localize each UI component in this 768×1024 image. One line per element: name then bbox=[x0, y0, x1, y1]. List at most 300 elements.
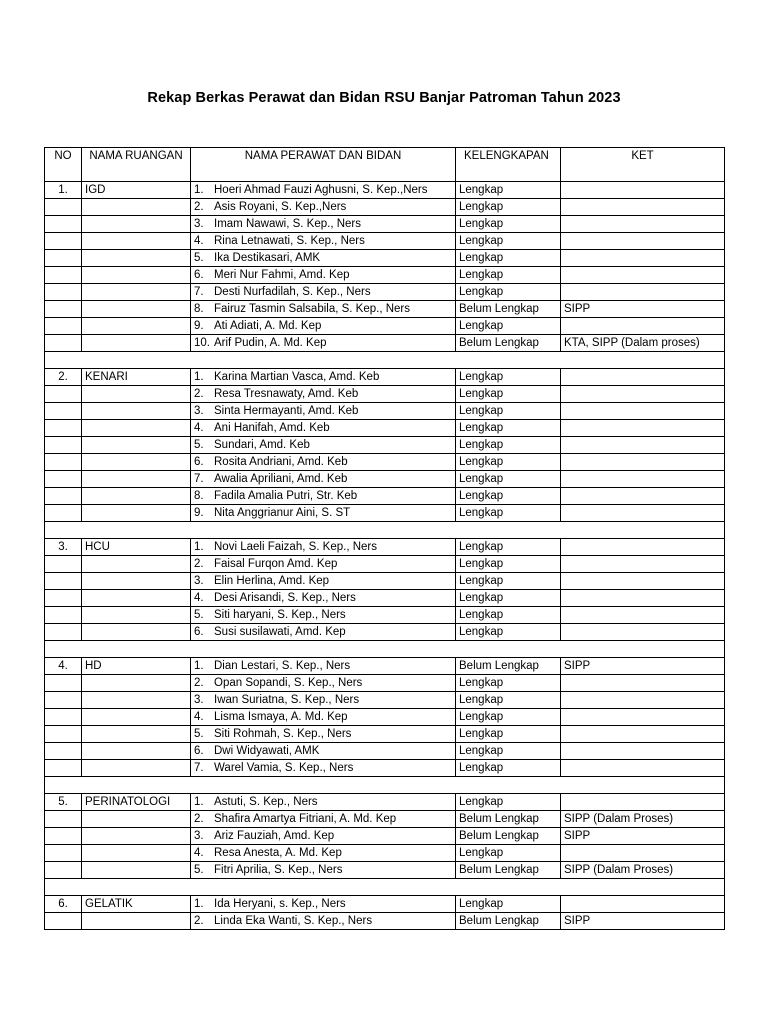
cell-kelengkapan: Lengkap bbox=[456, 216, 561, 233]
staff-name: Elin Herlina, Amd. Kep bbox=[214, 575, 330, 587]
cell-ruangan bbox=[82, 845, 191, 862]
cell-no bbox=[45, 709, 82, 726]
cell-ket bbox=[561, 896, 725, 913]
cell-no: 5. bbox=[45, 794, 82, 811]
cell-ket: SIPP bbox=[561, 658, 725, 675]
cell-no bbox=[45, 233, 82, 250]
cell-no bbox=[45, 454, 82, 471]
staff-name: Siti haryani, S. Kep., Ners bbox=[214, 609, 346, 621]
cell-no bbox=[45, 505, 82, 522]
staff-name: Fairuz Tasmin Salsabila, S. Kep., Ners bbox=[214, 303, 411, 315]
staff-name: Fitri Aprilia, S. Kep., Ners bbox=[214, 864, 343, 876]
table-row bbox=[45, 573, 725, 590]
cell-no bbox=[45, 624, 82, 641]
table-row bbox=[45, 267, 725, 284]
cell-no bbox=[45, 284, 82, 301]
cell-ruangan: HD bbox=[82, 658, 191, 675]
cell-kelengkapan: Lengkap bbox=[456, 403, 561, 420]
cell-no bbox=[45, 590, 82, 607]
staff-name: Arif Pudin, A. Md. Kep bbox=[214, 337, 327, 349]
cell-ruangan bbox=[82, 675, 191, 692]
staff-name: Sundari, Amd. Keb bbox=[214, 439, 310, 451]
cell-kelengkapan: Lengkap bbox=[456, 794, 561, 811]
cell-ruangan bbox=[82, 216, 191, 233]
cell-ruangan: IGD bbox=[82, 182, 191, 199]
staff-name: Ati Adiati, A. Md. Kep bbox=[214, 320, 322, 332]
cell-no bbox=[45, 845, 82, 862]
cell-ruangan bbox=[82, 233, 191, 250]
cell-no bbox=[45, 760, 82, 777]
cell-kelengkapan: Lengkap bbox=[456, 556, 561, 573]
cell-kelengkapan: Lengkap bbox=[456, 369, 561, 386]
table-row bbox=[45, 199, 725, 216]
cell-nama bbox=[191, 335, 456, 352]
cell-ket bbox=[561, 471, 725, 488]
staff-name: Desi Arisandi, S. Kep., Ners bbox=[214, 592, 356, 604]
cell-nama bbox=[191, 658, 456, 675]
cell-kelengkapan: Lengkap bbox=[456, 692, 561, 709]
item-number: 2. bbox=[194, 813, 204, 825]
cell-ket bbox=[561, 216, 725, 233]
table-row bbox=[45, 454, 725, 471]
cell-no bbox=[45, 811, 82, 828]
cell-nama bbox=[191, 539, 456, 556]
staff-name: Hoeri Ahmad Fauzi Aghusni, S. Kep.,Ners bbox=[214, 184, 428, 196]
cell-no bbox=[45, 862, 82, 879]
item-number: 2. bbox=[194, 201, 204, 213]
item-number: 2. bbox=[194, 677, 204, 689]
cell-no bbox=[45, 301, 82, 318]
cell-ruangan: PERINATOLOGI bbox=[82, 794, 191, 811]
staff-name: Ariz Fauziah, Amd. Kep bbox=[214, 830, 335, 842]
staff-name: Resa Anesta, A. Md. Kep bbox=[214, 847, 342, 859]
cell-no bbox=[45, 828, 82, 845]
cell-ket bbox=[561, 267, 725, 284]
staff-name: Imam Nawawi, S. Kep., Ners bbox=[214, 218, 361, 230]
cell-nama bbox=[191, 284, 456, 301]
item-number: 3. bbox=[194, 218, 204, 230]
table-row bbox=[45, 284, 725, 301]
table-row bbox=[45, 862, 725, 879]
cell-no bbox=[45, 267, 82, 284]
cell-ruangan bbox=[82, 624, 191, 641]
staff-name: Shafira Amartya Fitriani, A. Md. Kep bbox=[214, 813, 397, 825]
cell-no bbox=[45, 556, 82, 573]
cell-nama bbox=[191, 199, 456, 216]
cell-ket: SIPP (Dalam Proses) bbox=[561, 811, 725, 828]
spacer-cell bbox=[45, 522, 725, 539]
cell-kelengkapan: Lengkap bbox=[456, 590, 561, 607]
staff-name: Karina Martian Vasca, Amd. Keb bbox=[214, 371, 380, 383]
cell-ket: SIPP bbox=[561, 828, 725, 845]
cell-ruangan bbox=[82, 760, 191, 777]
staff-name: Nita Anggrianur Aini, S. ST bbox=[214, 507, 351, 519]
cell-no bbox=[45, 250, 82, 267]
item-number: 6. bbox=[194, 269, 204, 281]
cell-ruangan bbox=[82, 199, 191, 216]
cell-no: 6. bbox=[45, 896, 82, 913]
cell-ket: KTA, SIPP (Dalam proses) bbox=[561, 335, 725, 352]
cell-nama bbox=[191, 573, 456, 590]
staff-name: Iwan Suriatna, S. Kep., Ners bbox=[214, 694, 360, 706]
cell-no bbox=[45, 675, 82, 692]
cell-ket bbox=[561, 403, 725, 420]
cell-ruangan bbox=[82, 709, 191, 726]
cell-nama bbox=[191, 811, 456, 828]
item-number: 5. bbox=[194, 252, 204, 264]
item-number: 2. bbox=[194, 915, 204, 927]
item-number: 8. bbox=[194, 303, 204, 315]
table-row bbox=[45, 726, 725, 743]
cell-nama bbox=[191, 896, 456, 913]
item-number: 1. bbox=[194, 371, 204, 383]
cell-ket bbox=[561, 437, 725, 454]
staff-name: Susi susilawati, Amd. Kep bbox=[214, 626, 346, 638]
spacer-cell bbox=[45, 879, 725, 896]
cell-kelengkapan: Belum Lengkap bbox=[456, 913, 561, 930]
cell-no bbox=[45, 573, 82, 590]
item-number: 5. bbox=[194, 864, 204, 876]
cell-ruangan bbox=[82, 284, 191, 301]
cell-no bbox=[45, 692, 82, 709]
staff-name: Dwi Widyawati, AMK bbox=[214, 745, 320, 757]
cell-ket bbox=[561, 233, 725, 250]
cell-ruangan bbox=[82, 913, 191, 930]
cell-kelengkapan: Lengkap bbox=[456, 182, 561, 199]
cell-no bbox=[45, 199, 82, 216]
cell-nama bbox=[191, 471, 456, 488]
cell-ket bbox=[561, 318, 725, 335]
cell-nama bbox=[191, 488, 456, 505]
item-number: 2. bbox=[194, 558, 204, 570]
cell-ket bbox=[561, 454, 725, 471]
cell-ruangan bbox=[82, 743, 191, 760]
item-number: 1. bbox=[194, 184, 204, 196]
table-row bbox=[45, 471, 725, 488]
cell-kelengkapan: Lengkap bbox=[456, 488, 561, 505]
cell-kelengkapan: Lengkap bbox=[456, 386, 561, 403]
cell-ket bbox=[561, 539, 725, 556]
staff-name: Meri Nur Fahmi, Amd. Kep bbox=[214, 269, 350, 281]
staff-name: Fadila Amalia Putri, Str. Keb bbox=[214, 490, 358, 502]
staff-name: Asis Royani, S. Kep.,Ners bbox=[214, 201, 347, 213]
cell-ket bbox=[561, 760, 725, 777]
cell-kelengkapan: Belum Lengkap bbox=[456, 811, 561, 828]
cell-nama bbox=[191, 726, 456, 743]
cell-ruangan bbox=[82, 590, 191, 607]
cell-kelengkapan: Lengkap bbox=[456, 318, 561, 335]
table-row bbox=[45, 760, 725, 777]
item-number: 4. bbox=[194, 422, 204, 434]
cell-nama bbox=[191, 250, 456, 267]
cell-nama bbox=[191, 862, 456, 879]
cell-kelengkapan: Lengkap bbox=[456, 437, 561, 454]
cell-kelengkapan: Lengkap bbox=[456, 284, 561, 301]
table-row bbox=[45, 318, 725, 335]
cell-no bbox=[45, 743, 82, 760]
cell-ket bbox=[561, 726, 725, 743]
cell-nama bbox=[191, 233, 456, 250]
cell-ket bbox=[561, 505, 725, 522]
cell-ruangan: KENARI bbox=[82, 369, 191, 386]
table-row bbox=[45, 913, 725, 930]
table-row bbox=[45, 794, 725, 811]
cell-ket bbox=[561, 573, 725, 590]
cell-ket bbox=[561, 182, 725, 199]
cell-nama bbox=[191, 182, 456, 199]
table-row bbox=[45, 301, 725, 318]
staff-name: Faisal Furqon Amd. Kep bbox=[214, 558, 338, 570]
cell-no bbox=[45, 318, 82, 335]
cell-ruangan bbox=[82, 267, 191, 284]
cell-kelengkapan: Lengkap bbox=[456, 845, 561, 862]
cell-ket bbox=[561, 284, 725, 301]
table-row bbox=[45, 233, 725, 250]
cell-nama bbox=[191, 505, 456, 522]
item-number: 1. bbox=[194, 898, 204, 910]
cell-no bbox=[45, 386, 82, 403]
cell-kelengkapan: Lengkap bbox=[456, 709, 561, 726]
item-number: 8. bbox=[194, 490, 204, 502]
staff-name: Awalia Apriliani, Amd. Keb bbox=[214, 473, 348, 485]
table-row bbox=[45, 624, 725, 641]
cell-kelengkapan: Lengkap bbox=[456, 454, 561, 471]
cell-kelengkapan: Lengkap bbox=[456, 233, 561, 250]
table-row bbox=[45, 845, 725, 862]
cell-nama bbox=[191, 709, 456, 726]
table-header-row bbox=[45, 148, 725, 182]
table-row bbox=[45, 811, 725, 828]
staff-name: Ani Hanifah, Amd. Keb bbox=[214, 422, 330, 434]
staff-name: Opan Sopandi, S. Kep., Ners bbox=[214, 677, 363, 689]
item-number: 2. bbox=[194, 388, 204, 400]
spacer-row bbox=[45, 777, 725, 794]
item-number: 3. bbox=[194, 694, 204, 706]
cell-ket bbox=[561, 250, 725, 267]
header-ruangan: NAMA RUANGAN bbox=[82, 148, 191, 182]
item-number: 10. bbox=[194, 337, 210, 349]
cell-kelengkapan: Belum Lengkap bbox=[456, 335, 561, 352]
cell-ruangan bbox=[82, 403, 191, 420]
cell-ruangan bbox=[82, 437, 191, 454]
cell-ket bbox=[561, 386, 725, 403]
cell-ket: SIPP (Dalam Proses) bbox=[561, 862, 725, 879]
cell-no bbox=[45, 420, 82, 437]
table-row bbox=[45, 369, 725, 386]
item-number: 1. bbox=[194, 660, 204, 672]
item-number: 1. bbox=[194, 796, 204, 808]
cell-nama bbox=[191, 675, 456, 692]
cell-ruangan bbox=[82, 862, 191, 879]
item-number: 7. bbox=[194, 473, 204, 485]
spacer-row bbox=[45, 879, 725, 896]
cell-no: 4. bbox=[45, 658, 82, 675]
cell-ket bbox=[561, 624, 725, 641]
table-row bbox=[45, 386, 725, 403]
cell-kelengkapan: Lengkap bbox=[456, 250, 561, 267]
table-row bbox=[45, 675, 725, 692]
cell-ruangan bbox=[82, 471, 191, 488]
staff-name: Dian Lestari, S. Kep., Ners bbox=[214, 660, 351, 672]
cell-ruangan bbox=[82, 607, 191, 624]
cell-kelengkapan: Lengkap bbox=[456, 199, 561, 216]
cell-kelengkapan: Lengkap bbox=[456, 539, 561, 556]
cell-nama bbox=[191, 743, 456, 760]
cell-nama bbox=[191, 624, 456, 641]
header-nama: NAMA PERAWAT DAN BIDAN bbox=[191, 148, 456, 182]
cell-ruangan bbox=[82, 692, 191, 709]
table-row bbox=[45, 505, 725, 522]
staff-name: Sinta Hermayanti, Amd. Keb bbox=[214, 405, 359, 417]
staff-name: Rina Letnawati, S. Kep., Ners bbox=[214, 235, 365, 247]
cell-kelengkapan: Lengkap bbox=[456, 607, 561, 624]
cell-nama bbox=[191, 760, 456, 777]
item-number: 1. bbox=[194, 541, 204, 553]
staff-name: Siti Rohmah, S. Kep., Ners bbox=[214, 728, 352, 740]
cell-ket bbox=[561, 488, 725, 505]
cell-ruangan bbox=[82, 335, 191, 352]
cell-no: 2. bbox=[45, 369, 82, 386]
cell-ruangan bbox=[82, 556, 191, 573]
cell-ket: SIPP bbox=[561, 301, 725, 318]
spacer-row bbox=[45, 641, 725, 658]
cell-no bbox=[45, 726, 82, 743]
cell-kelengkapan: Lengkap bbox=[456, 267, 561, 284]
cell-kelengkapan: Belum Lengkap bbox=[456, 828, 561, 845]
cell-ruangan bbox=[82, 811, 191, 828]
cell-kelengkapan: Lengkap bbox=[456, 573, 561, 590]
staff-name: Ida Heryani, s. Kep., Ners bbox=[214, 898, 346, 910]
cell-ket bbox=[561, 845, 725, 862]
cell-ket bbox=[561, 420, 725, 437]
cell-nama bbox=[191, 828, 456, 845]
cell-nama bbox=[191, 318, 456, 335]
cell-ket bbox=[561, 199, 725, 216]
table-row bbox=[45, 335, 725, 352]
item-number: 4. bbox=[194, 847, 204, 859]
cell-no: 3. bbox=[45, 539, 82, 556]
cell-nama bbox=[191, 301, 456, 318]
cell-ket: SIPP bbox=[561, 913, 725, 930]
cell-nama bbox=[191, 403, 456, 420]
cell-ket bbox=[561, 607, 725, 624]
cell-nama bbox=[191, 607, 456, 624]
cell-kelengkapan: Lengkap bbox=[456, 624, 561, 641]
table-row bbox=[45, 250, 725, 267]
cell-kelengkapan: Belum Lengkap bbox=[456, 658, 561, 675]
cell-ruangan bbox=[82, 573, 191, 590]
cell-no bbox=[45, 403, 82, 420]
cell-ruangan bbox=[82, 386, 191, 403]
cell-kelengkapan: Lengkap bbox=[456, 505, 561, 522]
item-number: 3. bbox=[194, 575, 204, 587]
staff-name: Rosita Andriani, Amd. Keb bbox=[214, 456, 348, 468]
cell-ruangan bbox=[82, 488, 191, 505]
cell-nama bbox=[191, 420, 456, 437]
cell-nama bbox=[191, 692, 456, 709]
item-number: 4. bbox=[194, 592, 204, 604]
cell-ruangan: HCU bbox=[82, 539, 191, 556]
cell-kelengkapan: Lengkap bbox=[456, 471, 561, 488]
cell-no bbox=[45, 471, 82, 488]
cell-nama bbox=[191, 913, 456, 930]
item-number: 3. bbox=[194, 405, 204, 417]
table-row bbox=[45, 607, 725, 624]
table-row bbox=[45, 590, 725, 607]
cell-ruangan bbox=[82, 828, 191, 845]
item-number: 4. bbox=[194, 235, 204, 247]
header-no: NO bbox=[45, 148, 82, 182]
spacer-row bbox=[45, 352, 725, 369]
cell-ruangan bbox=[82, 505, 191, 522]
item-number: 9. bbox=[194, 507, 204, 519]
spacer-row bbox=[45, 522, 725, 539]
item-number: 6. bbox=[194, 745, 204, 757]
cell-nama bbox=[191, 794, 456, 811]
cell-nama bbox=[191, 386, 456, 403]
cell-no bbox=[45, 437, 82, 454]
table-row bbox=[45, 216, 725, 233]
header-kelengkapan: KELENGKAPAN bbox=[456, 148, 561, 182]
cell-ruangan bbox=[82, 726, 191, 743]
item-number: 6. bbox=[194, 626, 204, 638]
cell-kelengkapan: Lengkap bbox=[456, 760, 561, 777]
cell-kelengkapan: Lengkap bbox=[456, 675, 561, 692]
cell-ruangan bbox=[82, 420, 191, 437]
table-row bbox=[45, 828, 725, 845]
item-number: 5. bbox=[194, 439, 204, 451]
table-row bbox=[45, 896, 725, 913]
cell-ket bbox=[561, 709, 725, 726]
cell-ket bbox=[561, 590, 725, 607]
cell-kelengkapan: Lengkap bbox=[456, 743, 561, 760]
cell-kelengkapan: Belum Lengkap bbox=[456, 862, 561, 879]
table-row bbox=[45, 182, 725, 199]
cell-nama bbox=[191, 590, 456, 607]
cell-ruangan: GELATIK bbox=[82, 896, 191, 913]
staff-name: Lisma Ismaya, A. Md. Kep bbox=[214, 711, 348, 723]
cell-ruangan bbox=[82, 250, 191, 267]
staff-name: Novi Laeli Faizah, S. Kep., Ners bbox=[214, 541, 377, 553]
cell-no bbox=[45, 335, 82, 352]
cell-ruangan bbox=[82, 301, 191, 318]
item-number: 5. bbox=[194, 609, 204, 621]
cell-ruangan bbox=[82, 454, 191, 471]
staff-name: Warel Vamia, S. Kep., Ners bbox=[214, 762, 354, 774]
table-row bbox=[45, 539, 725, 556]
cell-ket bbox=[561, 675, 725, 692]
cell-kelengkapan: Lengkap bbox=[456, 726, 561, 743]
spacer-cell bbox=[45, 352, 725, 369]
item-number: 5. bbox=[194, 728, 204, 740]
cell-ruangan bbox=[82, 318, 191, 335]
cell-ket bbox=[561, 556, 725, 573]
cell-kelengkapan: Lengkap bbox=[456, 896, 561, 913]
table-row bbox=[45, 743, 725, 760]
cell-no bbox=[45, 607, 82, 624]
cell-nama bbox=[191, 216, 456, 233]
cell-nama bbox=[191, 369, 456, 386]
spacer-cell bbox=[45, 777, 725, 794]
cell-ket bbox=[561, 743, 725, 760]
cell-nama bbox=[191, 267, 456, 284]
cell-ket bbox=[561, 369, 725, 386]
staff-name: Desti Nurfadilah, S. Kep., Ners bbox=[214, 286, 371, 298]
spacer-cell bbox=[45, 641, 725, 658]
rekap-table bbox=[44, 147, 725, 930]
cell-ket bbox=[561, 794, 725, 811]
table-row bbox=[45, 437, 725, 454]
